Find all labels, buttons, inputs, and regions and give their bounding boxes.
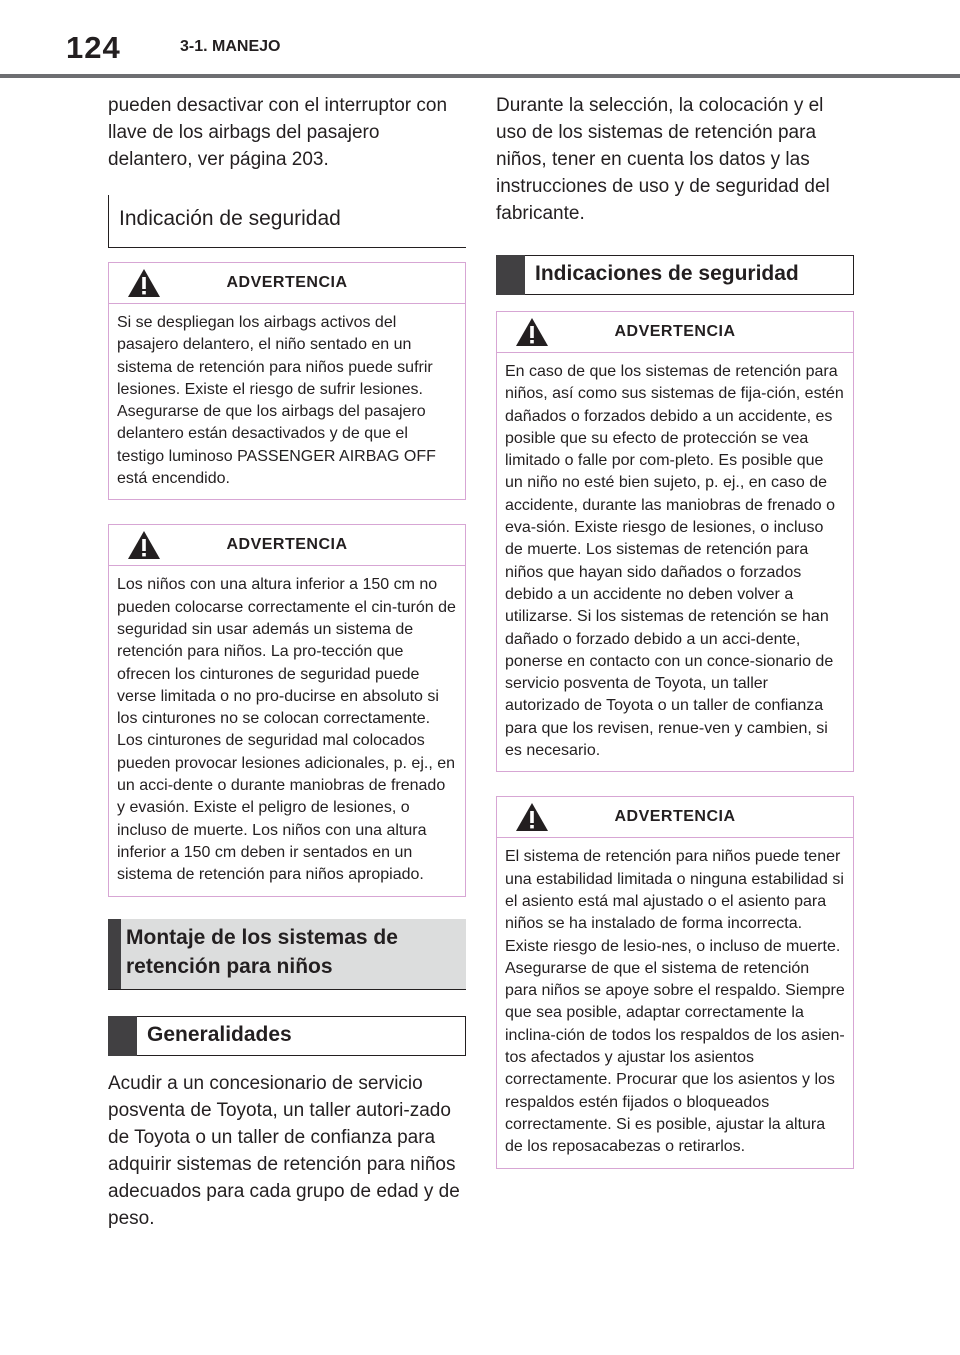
warning-box-height — [108, 524, 466, 896]
main-heading-label: Montaje de los sistemas de retención para niños — [126, 925, 398, 978]
page-number: 124 — [66, 30, 121, 65]
left-intro-text: pueden desactivar con el interruptor con llave de los airbags del pasajero delantero, ver página 203. — [108, 95, 448, 170]
warning-header — [109, 263, 465, 304]
header-rule — [0, 74, 960, 78]
warning-label: ADVERTENCIA — [614, 808, 736, 826]
warning-text: En caso de que los sistemas de retención para niños, así como sus sistemas de fija-ción, estén dañados o forzados debido a un accidente, es posible que su efecto de protección se vea limitado o falle por com-pleto. Es posible que un niño no esté bien sujeto, p. ej., en caso de accidente, durante las maniobras de frenado o eva-sión. Existe riesgo de lesiones, o incluso de muerte. Los sistemas de retención para niños que hayan sido dañados o forzados debido a un accidente no deben volver a utilizarse. Si los sistemas de retención se han dañado o forzado debido a un acci-dente, ponerse en contacto con un conce-sionario de servicio posventa de Toyota, un taller autorizado de Toyota o un taller de confianza para que los revisen, renue-ven y cambien, si es necesario. — [505, 363, 844, 760]
safety-indications-heading — [496, 255, 854, 295]
warning-label: ADVERTENCIA — [226, 536, 348, 554]
safety-subhead — [108, 195, 466, 248]
safety-indications-heading-label: Indicaciones de seguridad — [535, 262, 799, 285]
warning-text: Si se despliegan los airbags activos del pasajero delantero, el niño sentado en un sistema de retención para niños puede sufrir lesiones. Existe el riesgo de sufrir lesiones. Asegurarse de que los airbags del pasajero delantero están desactivados y de que el testigo luminoso PASSENGER AIRBAG OFF está encendido. — [117, 314, 436, 488]
left-body-text: Acudir a un concesionario de servicio posventa de Toyota, un taller autori-zado de Toyota o un taller de confianza para adquirir sistemas de retención para niños adecuados para cada grupo de edad y de peso. — [108, 1072, 460, 1229]
warning-triangle-icon — [127, 530, 161, 560]
right-intro-text: Durante la selección, la colocación y el uso de los sistemas de retención para niños, tener en cuenta los datos y las instrucciones de uso y de seguridad del fabricante. — [496, 95, 830, 224]
safety-subhead-label: Indicación de seguridad — [119, 207, 341, 230]
warning-header — [109, 525, 465, 566]
warning-text: El sistema de retención para niños puede tener una estabilidad limitada o ninguna estabilidad si el asiento está mal ajustado o el asiento para niños se ha instalado de forma incorrecta. Existe riesgo de lesio-nes, o incluso de muerte. Asegurarse de que el sistema de retención para niños se apoye sobre el respaldo. Siempre que sea posible, adaptar correctamente la inclina-ción de todos los respaldos de los asien-tos afectados y ajustar los asientos correctamente. Procurar que los asientos y los respaldos estén fijados o bloqueados correctamente. Si es posible, ajustar la altura de los reposacabezas o retirarlos. — [505, 848, 845, 1156]
warning-triangle-icon — [515, 802, 549, 832]
warning-box-airbag — [108, 262, 466, 500]
warning-label: ADVERTENCIA — [614, 323, 736, 340]
generalities-heading-label: Generalidades — [147, 1022, 292, 1046]
page-header — [0, 0, 960, 80]
main-heading — [108, 919, 466, 990]
warning-header — [497, 797, 853, 838]
warning-triangle-icon — [515, 317, 549, 347]
left-column — [108, 92, 466, 1232]
generalities-heading — [108, 1016, 466, 1056]
right-column — [496, 92, 854, 1169]
warning-box-damaged — [496, 311, 854, 772]
section-title: 3-1. MANEJO — [180, 38, 281, 55]
warning-label: ADVERTENCIA — [226, 274, 348, 291]
warning-triangle-icon — [127, 268, 161, 298]
warning-header — [497, 312, 853, 353]
warning-text: Los niños con una altura inferior a 150 cm no pueden colocarse correctamente el cin-turón de seguridad sin usar además un sistema de retención para niños. La pro-tección que ofrecen los cinturones de seguridad puede verse limitada o no pro-ducirse en absoluto si los cinturones no se colocan correctamente. Los cinturones de seguridad mal colocados pueden provocar lesiones adicionales, p. ej., en un acci-dente o durante maniobras de frenado y evasión. Existe el peligro de lesiones, o incluso de muerte. Los niños con una altura inferior a 150 cm deben ir sentados en un sistema de retención para niños apropiado. — [117, 576, 456, 884]
warning-box-stability — [496, 796, 854, 1168]
